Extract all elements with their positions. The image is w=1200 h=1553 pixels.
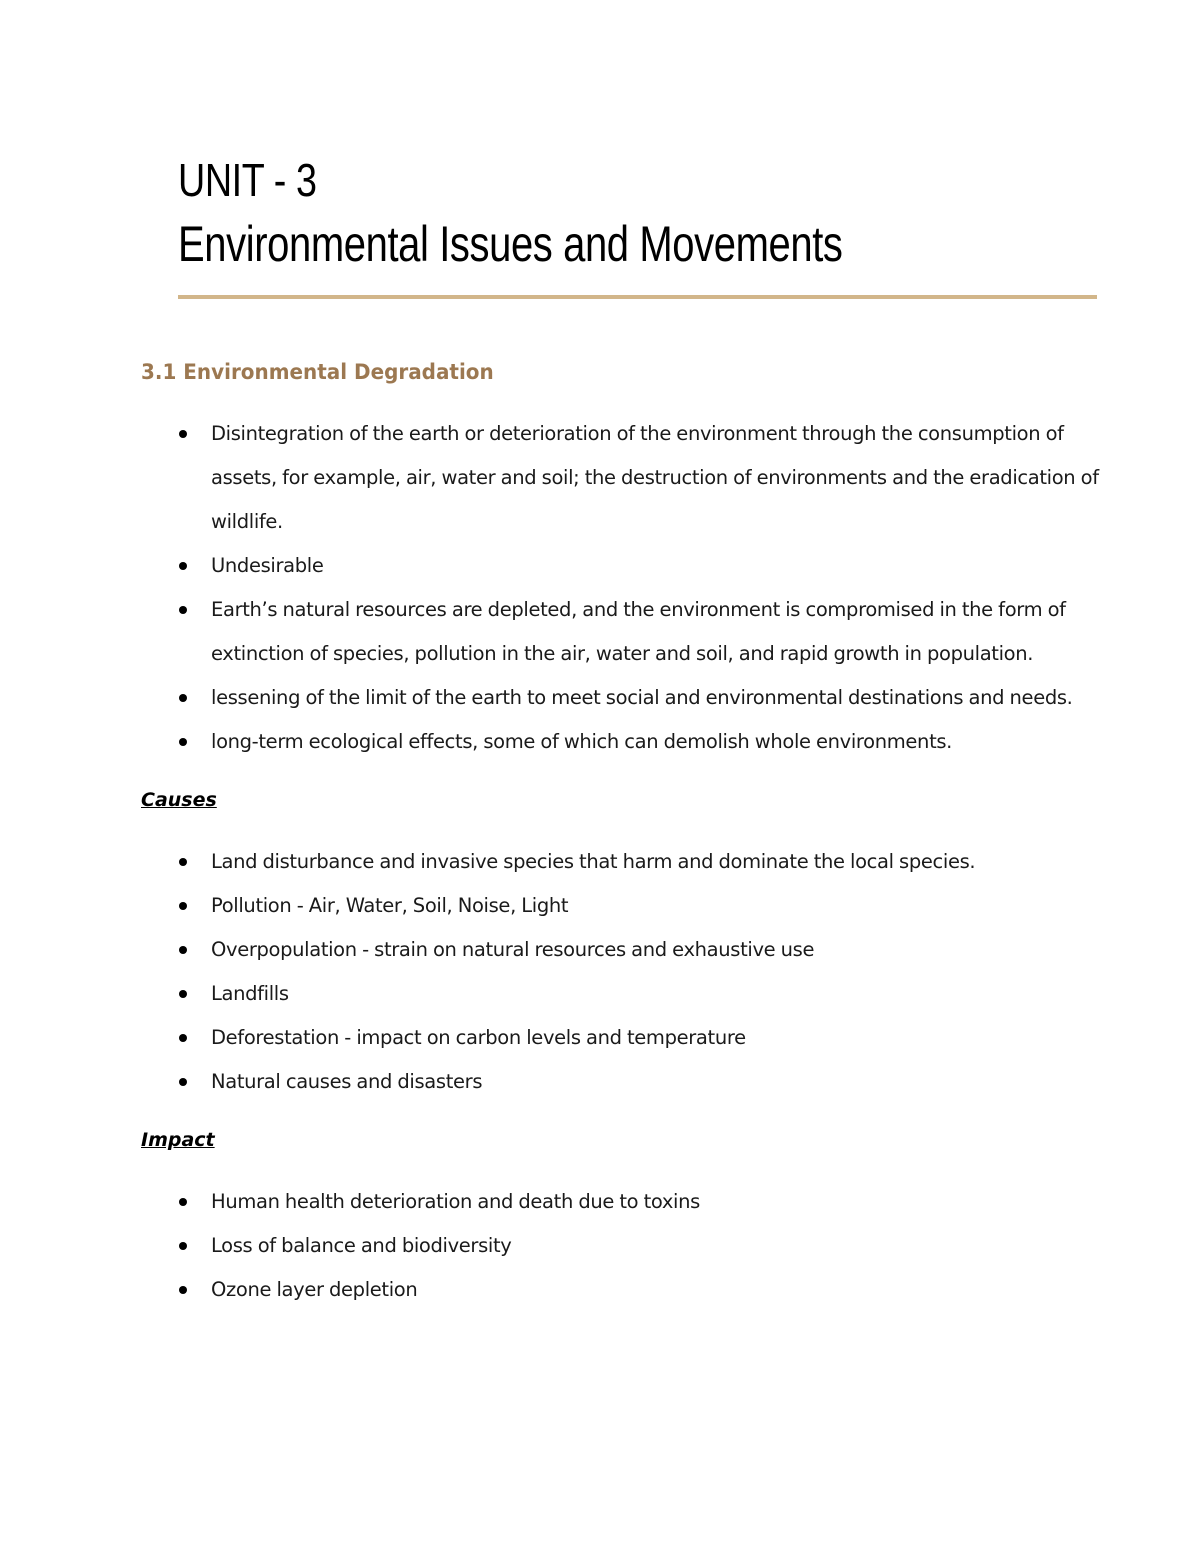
impact-list bbox=[141, 1180, 1101, 1312]
bullet-icon bbox=[179, 858, 187, 866]
list-item-text: Pollution - Air, Water, Soil, Noise, Light bbox=[211, 894, 569, 917]
list-item bbox=[141, 972, 1101, 1016]
list-item bbox=[141, 1180, 1101, 1224]
list-item-text: Loss of balance and biodiversity bbox=[211, 1234, 512, 1257]
causes-list bbox=[141, 840, 1101, 1104]
list-item bbox=[141, 840, 1101, 884]
list-item bbox=[141, 928, 1101, 972]
bullet-icon bbox=[179, 946, 187, 954]
section-heading: 3.1 Environmental Degradation bbox=[141, 360, 494, 384]
list-item bbox=[141, 1016, 1101, 1060]
bullet-icon bbox=[179, 1078, 187, 1086]
list-item-text: Natural causes and disasters bbox=[211, 1070, 483, 1093]
list-item-text: long-term ecological effects, some of which can demolish whole environments. bbox=[211, 730, 953, 753]
degradation-list bbox=[141, 412, 1101, 764]
list-item bbox=[141, 1060, 1101, 1104]
causes-heading: Causes bbox=[141, 789, 217, 811]
bullet-icon bbox=[179, 1242, 187, 1250]
list-item bbox=[141, 588, 1101, 676]
document-body bbox=[141, 352, 1101, 1328]
list-item-text: Earth’s natural resources are depleted, and the environment is compromised in the form of extinction of species, pollution in the air, water and soil, and rapid growth in population. bbox=[211, 598, 1066, 665]
unit-subtitle: Environmental Issues and Movements bbox=[178, 216, 843, 272]
list-item-text: Deforestation - impact on carbon levels and temperature bbox=[211, 1026, 746, 1049]
list-item-text: Human health deterioration and death due to toxins bbox=[211, 1190, 700, 1213]
list-item-text: Overpopulation - strain on natural resources and exhaustive use bbox=[211, 938, 815, 961]
title-divider bbox=[178, 295, 1097, 299]
list-item bbox=[141, 544, 1101, 588]
bullet-icon bbox=[179, 1198, 187, 1206]
bullet-icon bbox=[179, 902, 187, 910]
list-item bbox=[141, 676, 1101, 720]
bullet-icon bbox=[179, 430, 187, 438]
bullet-icon bbox=[179, 606, 187, 614]
bullet-icon bbox=[179, 1034, 187, 1042]
unit-title: UNIT - 3 bbox=[178, 154, 317, 206]
bullet-icon bbox=[179, 1286, 187, 1294]
bullet-icon bbox=[179, 738, 187, 746]
list-item-text: Landfills bbox=[211, 982, 289, 1005]
list-item bbox=[141, 412, 1101, 544]
document-title-block bbox=[178, 148, 1118, 276]
list-item bbox=[141, 1224, 1101, 1268]
impact-heading: Impact bbox=[141, 1129, 215, 1151]
list-item bbox=[141, 1268, 1101, 1312]
list-item-text: Ozone layer depletion bbox=[211, 1278, 418, 1301]
bullet-icon bbox=[179, 562, 187, 570]
list-item bbox=[141, 720, 1101, 764]
list-item-text: lessening of the limit of the earth to meet social and environmental destinations and needs. bbox=[211, 686, 1073, 709]
bullet-icon bbox=[179, 694, 187, 702]
list-item-text: Undesirable bbox=[211, 554, 324, 577]
list-item bbox=[141, 884, 1101, 928]
bullet-icon bbox=[179, 990, 187, 998]
list-item-text: Land disturbance and invasive species that harm and dominate the local species. bbox=[211, 850, 976, 873]
list-item-text: Disintegration of the earth or deterioration of the environment through the consumption of assets, for example, air, water and soil; the destruction of environments and the eradication of wildlife. bbox=[211, 422, 1099, 533]
